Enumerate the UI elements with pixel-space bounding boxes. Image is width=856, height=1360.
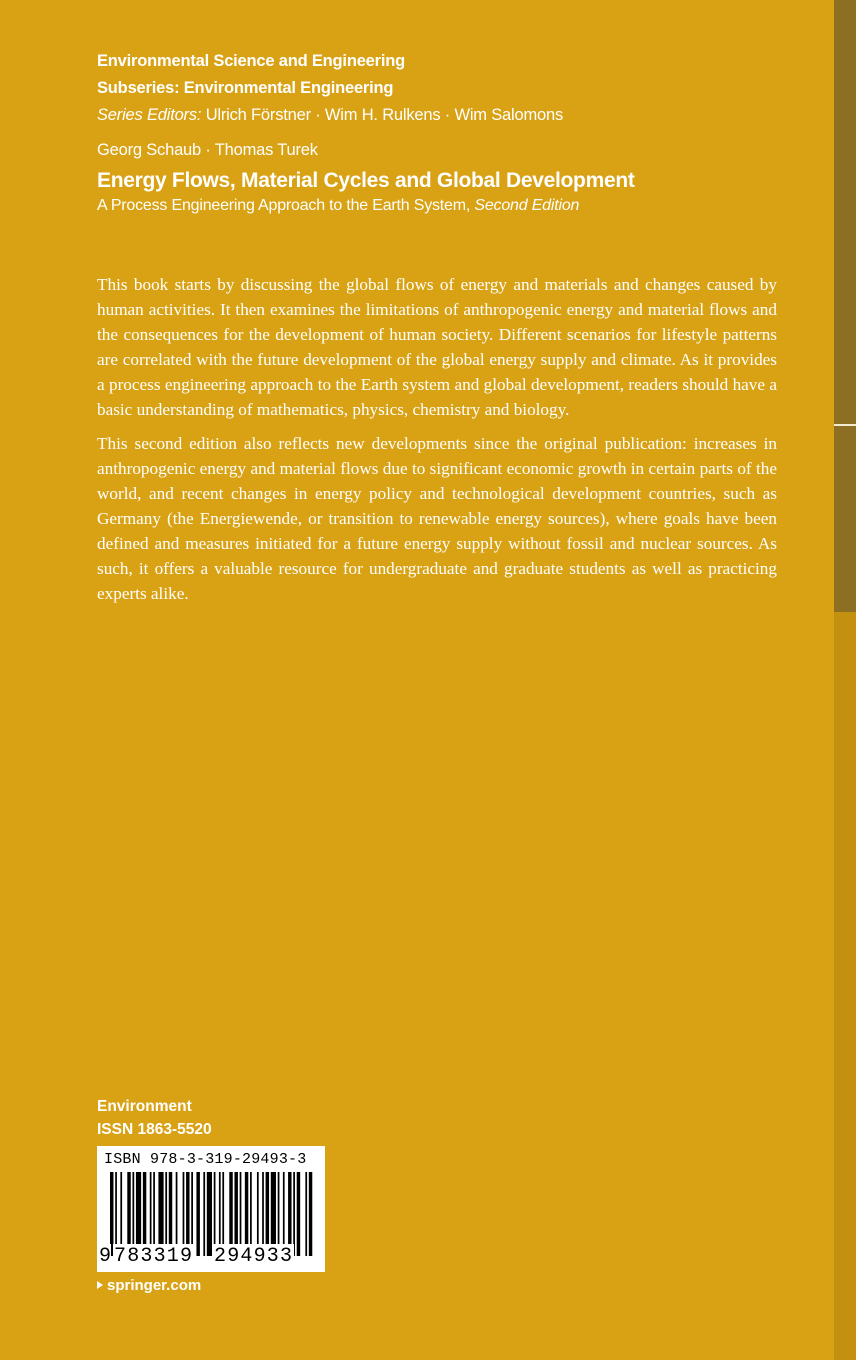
series-editors-names: Ulrich Förstner · Wim H. Rulkens · Wim Salomons xyxy=(205,106,564,124)
subject-label: Environment xyxy=(97,1098,192,1115)
barcode-digits xyxy=(99,1244,321,1270)
book-subtitle-text: A Process Engineering Approach to the Earth System, xyxy=(97,197,471,214)
publisher-website[interactable] xyxy=(97,1275,201,1297)
barcode-digits-right: 294933 xyxy=(214,1245,294,1268)
book-title: Energy Flows, Material Cycles and Global Development xyxy=(97,169,635,192)
barcode-digits-left: 783319 xyxy=(114,1245,194,1268)
series-editors xyxy=(97,102,777,129)
series-editors-label: Series Editors: xyxy=(97,106,202,124)
spine-divider-line xyxy=(834,424,856,426)
arrow-right-icon xyxy=(97,1281,103,1289)
isbn-barcode xyxy=(97,1146,325,1272)
issn-label: ISSN 1863-5520 xyxy=(97,1121,212,1138)
subseries-title: Subseries: Environmental Engineering xyxy=(97,79,394,97)
cover-header xyxy=(97,48,777,217)
book-subtitle xyxy=(97,195,777,217)
book-authors: Georg Schaub · Thomas Turek xyxy=(97,141,318,159)
book-description xyxy=(97,272,777,614)
spine-dark-section xyxy=(834,0,856,612)
barcode-digit-lead: 9 xyxy=(99,1245,112,1268)
subject-block xyxy=(97,1095,212,1141)
series-title: Environmental Science and Engineering xyxy=(97,52,406,70)
book-edition: Second Edition xyxy=(474,197,580,214)
description-paragraph-2: This second edition also reflects new developments since the original publication: increases in anthropogenic energy and material flows due to significant economic growth in certain parts of the world, and recent changes in energy policy and technological development countries, such as Germany (the Energiewende, or transition to renewable energy sources), where goals have been defined and measures initiated for a future energy supply without fossil and nuclear sources. As such, it offers a valuable resource for undergraduate and graduate students as well as practicing experts alike. xyxy=(97,433,777,604)
description-paragraph-1: This book starts by discussing the global flows of energy and materials and changes caused by human activities. It then examines the limitations of anthropogenic energy and material flows and the consequences for the development of human society. Different scenarios for lifestyle patterns are correlated with the future development of the global energy supply and climate. As it provides a process engineering approach to the Earth system and global development, readers should have a basic understanding of mathematics, physics, chemistry and biology. xyxy=(97,275,777,420)
isbn-number: ISBN 978-3-319-29493-3 xyxy=(104,1151,307,1168)
website-text: springer.com xyxy=(107,1277,202,1294)
